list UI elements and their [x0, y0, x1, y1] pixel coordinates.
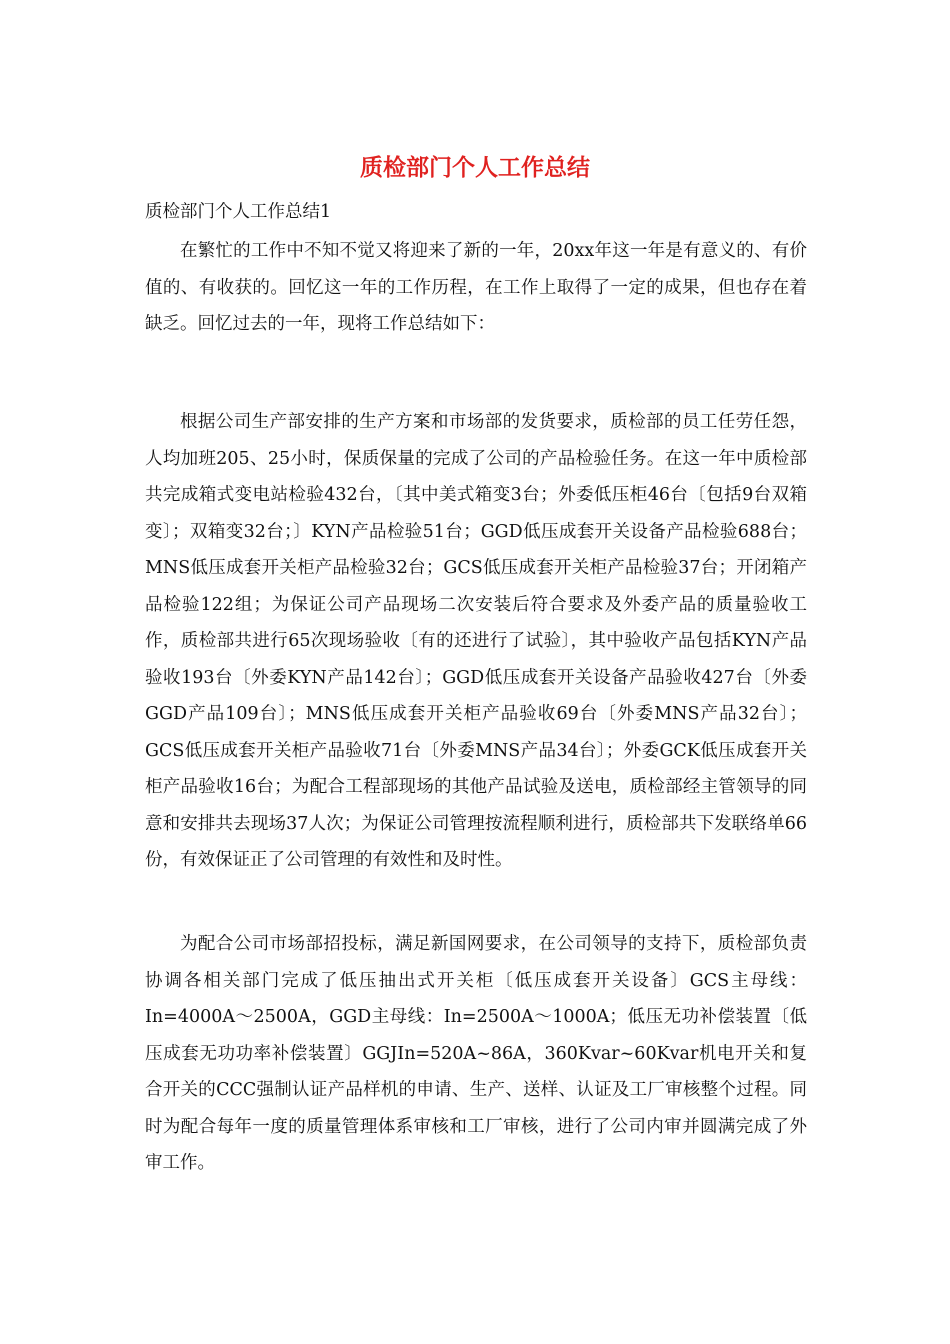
paragraph-certification: 为配合公司市场部招投标，满足新国网要求，在公司领导的支持下，质检部负责协调各相关部门完成了低压抽出式开关柜〔低压成套开关设备〕GCS主母线：In=4000A～2500A，GGD主母线：In=2500A～1000A；低压无功补偿装置〔低压成套无功功率补偿装置〕GGJIn=520A~86A，360Kvar~60Kvar机电开关和复合开关的CCC强制认证产品样机的申请、生产、送样、认证及工厂审核整个过程。同时为配合每年一度的质量管理体系审核和工厂审核，进行了公司内审并圆满完成了外审工作。	[145, 934, 807, 1173]
document-title: 质检部门个人工作总结	[360, 154, 590, 181]
document-subtitle: 质检部门个人工作总结1	[145, 202, 332, 222]
paragraph-intro: 在繁忙的工作中不知不觉又将迎来了新的一年，20xx年这一年是有意义的、有价值的、有收获的。回忆这一年的工作历程，在工作上取得了一定的成果，但也存在着缺乏。回忆过去的一年，现将工作总结如下：	[145, 241, 807, 334]
paragraph-inspection-summary: 根据公司生产部安排的生产方案和市场部的发货要求，质检部的员工任劳任怨，人均加班205、25小时，保质保量的完成了公司的产品检验任务。在这一年中质检部共完成箱式变电站检验432台，〔其中美式箱变3台；外委低压柜46台〔包括9台双箱变〕；双箱变32台；〕KYN产品检验51台；GGD低压成套开关设备产品检验688台；MNS低压成套开关柜产品检验32台；GCS低压成套开关柜产品检验37台；开闭箱产品检验122组；为保证公司产品现场二次安装后符合要求及外委产品的质量验收工作，质检部共进行65次现场验收〔有的还进行了试验〕，其中验收产品包括KYN产品验收193台〔外委KYN产品142台〕；GGD低压成套开关设备产品验收427台〔外委GGD产品109台〕；MNS低压成套开关柜产品验收69台〔外委MNS产品32台〕；GCS低压成套开关柜产品验收71台〔外委MNS产品34台〕；外委GCK低压成套开关柜产品验收16台；为配合工程部现场的其他产品试验及送电，质检部经主管领导的同意和安排共去现场37人次；为保证公司管理按流程顺利进行，质检部共下发联络单66份，有效保证正了公司管理的有效性和及时性。	[145, 412, 807, 870]
